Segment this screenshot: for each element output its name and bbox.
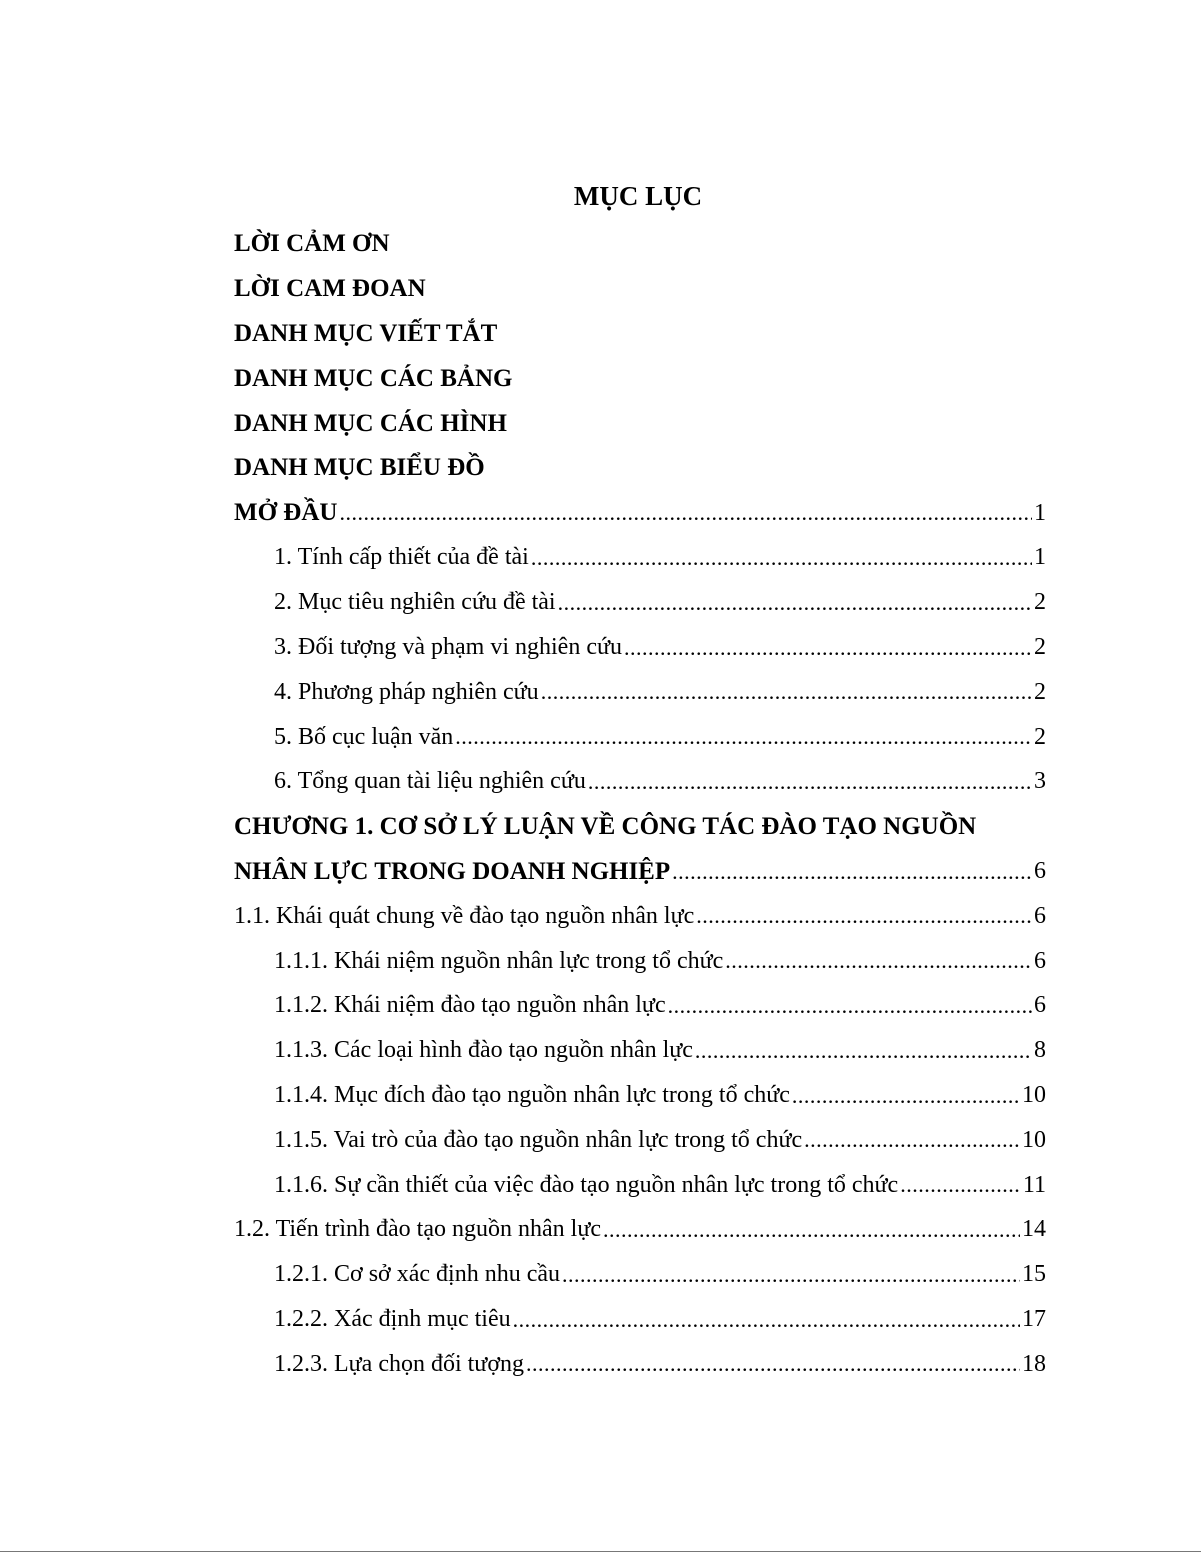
toc-entry-page: 6 [1034, 858, 1046, 885]
toc-entry-page: 17 [1022, 1306, 1046, 1333]
toc-entry-label: 1.2. Tiến trình đào tạo nguồn nhân lực [234, 1216, 601, 1243]
toc-entry [234, 222, 1046, 267]
toc-entry [234, 401, 1046, 446]
toc-entry [234, 312, 1046, 357]
toc-entry-label: 4. Phương pháp nghiên cứu [274, 678, 539, 705]
toc-entry-label: DANH MỤC CÁC BẢNG [234, 364, 513, 392]
toc-entry [234, 1297, 1046, 1342]
toc-entry-label: LỜI CAM ĐOAN [234, 275, 426, 303]
toc-leader-dots [668, 993, 1032, 1019]
toc-entry [234, 804, 1046, 849]
toc-leader-dots [562, 1262, 1020, 1288]
toc-leader-dots [672, 859, 1032, 885]
toc-entry-label: MỞ ĐẦU [234, 499, 338, 527]
toc-entry-page: 6 [1034, 992, 1046, 1019]
toc-entry-label: DANH MỤC CÁC HÌNH [234, 409, 507, 437]
toc-entry [234, 625, 1046, 670]
toc-entry [234, 536, 1046, 581]
toc-entry [234, 715, 1046, 760]
toc-entry [234, 670, 1046, 715]
toc-entry-page: 1 [1034, 499, 1046, 526]
toc-entry [234, 1252, 1046, 1297]
toc-leader-dots [900, 1172, 1021, 1198]
toc-entry-page: 8 [1034, 1037, 1046, 1064]
toc-entry [234, 1118, 1046, 1163]
toc-entry-page: 2 [1034, 678, 1046, 705]
table-of-contents [234, 222, 1046, 1387]
toc-entry-label: 1.1.2. Khái niệm đào tạo nguồn nhân lực [274, 992, 666, 1019]
toc-leader-dots [603, 1217, 1020, 1243]
page-bottom-edge [0, 1551, 1201, 1552]
toc-entry [234, 894, 1046, 939]
toc-leader-dots [804, 1127, 1020, 1153]
toc-entry [234, 849, 1046, 894]
toc-leader-dots [588, 769, 1032, 795]
toc-entry-label: LỜI CẢM ƠN [234, 230, 390, 258]
toc-entry [234, 760, 1046, 805]
toc-entry-label: 3. Đối tượng và phạm vi nghiên cứu [274, 634, 622, 661]
toc-entry-page: 15 [1022, 1261, 1046, 1288]
toc-entry [234, 267, 1046, 312]
toc-entry-page: 2 [1034, 723, 1046, 750]
toc-leader-dots [792, 1083, 1020, 1109]
toc-entry-label: 1.1. Khái quát chung về đào tạo nguồn nhân lực [234, 902, 695, 929]
toc-entry [234, 1208, 1046, 1253]
toc-leader-dots [624, 635, 1032, 661]
toc-entry-label: 1.2.2. Xác định mục tiêu [274, 1306, 511, 1333]
toc-leader-dots [725, 948, 1032, 974]
toc-entry-page: 10 [1022, 1082, 1046, 1109]
toc-entry-label: 1. Tính cấp thiết của đề tài [274, 544, 529, 571]
toc-entry [234, 1073, 1046, 1118]
toc-entry-label: 2. Mục tiêu nghiên cứu đề tài [274, 589, 556, 616]
toc-entry-label: 1.1.4. Mục đích đào tạo nguồn nhân lực trong tổ chức [274, 1082, 790, 1109]
toc-entry-page: 10 [1022, 1126, 1046, 1153]
toc-entry-label: 1.1.3. Các loại hình đào tạo nguồn nhân lực [274, 1037, 693, 1064]
toc-leader-dots [558, 590, 1032, 616]
toc-entry-page: 2 [1034, 634, 1046, 661]
toc-entry-label: DANH MỤC BIỂU ĐỒ [234, 454, 485, 482]
toc-entry-label: 6. Tổng quan tài liệu nghiên cứu [274, 768, 586, 795]
toc-entry [234, 939, 1046, 984]
toc-leader-dots [455, 724, 1032, 750]
toc-entry-page: 14 [1022, 1216, 1046, 1243]
toc-entry-page: 6 [1034, 902, 1046, 929]
toc-leader-dots [526, 1351, 1020, 1377]
toc-entry-label: 1.1.5. Vai trò của đào tạo nguồn nhân lực trong tổ chức [274, 1126, 803, 1153]
toc-entry-page: 1 [1034, 544, 1046, 571]
toc-entry [234, 580, 1046, 625]
toc-leader-dots [513, 1307, 1020, 1333]
toc-entry [234, 984, 1046, 1029]
toc-leader-dots [541, 679, 1032, 705]
toc-entry [234, 1028, 1046, 1073]
toc-entry-page: 6 [1034, 947, 1046, 974]
toc-leader-dots [696, 903, 1032, 929]
toc-leader-dots [339, 500, 1032, 526]
toc-entry-label: DANH MỤC VIẾT TẮT [234, 319, 498, 347]
toc-entry-label: 1.2.3. Lựa chọn đối tượng [274, 1350, 525, 1377]
toc-entry-label: 1.1.6. Sự cần thiết của việc đào tạo nguồn nhân lực trong tổ chức [274, 1171, 899, 1198]
toc-leader-dots [695, 1038, 1032, 1064]
toc-entry-label: CHƯƠNG 1. CƠ SỞ LÝ LUẬN VỀ CÔNG TÁC ĐÀO TẠO NGUỒN [234, 812, 977, 840]
toc-entry-page: 18 [1022, 1350, 1046, 1377]
toc-entry-page: 2 [1034, 589, 1046, 616]
toc-entry [234, 356, 1046, 401]
toc-entry [234, 446, 1046, 491]
toc-entry-page: 3 [1034, 768, 1046, 795]
toc-entry-label: 1.1.1. Khái niệm nguồn nhân lực trong tổ chức [274, 947, 724, 974]
toc-leader-dots [531, 545, 1032, 571]
toc-entry-label: 1.2.1. Cơ sở xác định nhu cầu [274, 1261, 561, 1288]
toc-entry [234, 491, 1046, 536]
toc-entry-label: 5. Bố cục luận văn [274, 723, 454, 750]
toc-entry-label: NHÂN LỰC TRONG DOANH NGHIỆP [234, 857, 671, 885]
toc-entry [234, 1342, 1046, 1387]
toc-entry [234, 1163, 1046, 1208]
toc-title: MỤC LỤC [573, 181, 703, 211]
toc-entry-page: 11 [1022, 1171, 1046, 1198]
